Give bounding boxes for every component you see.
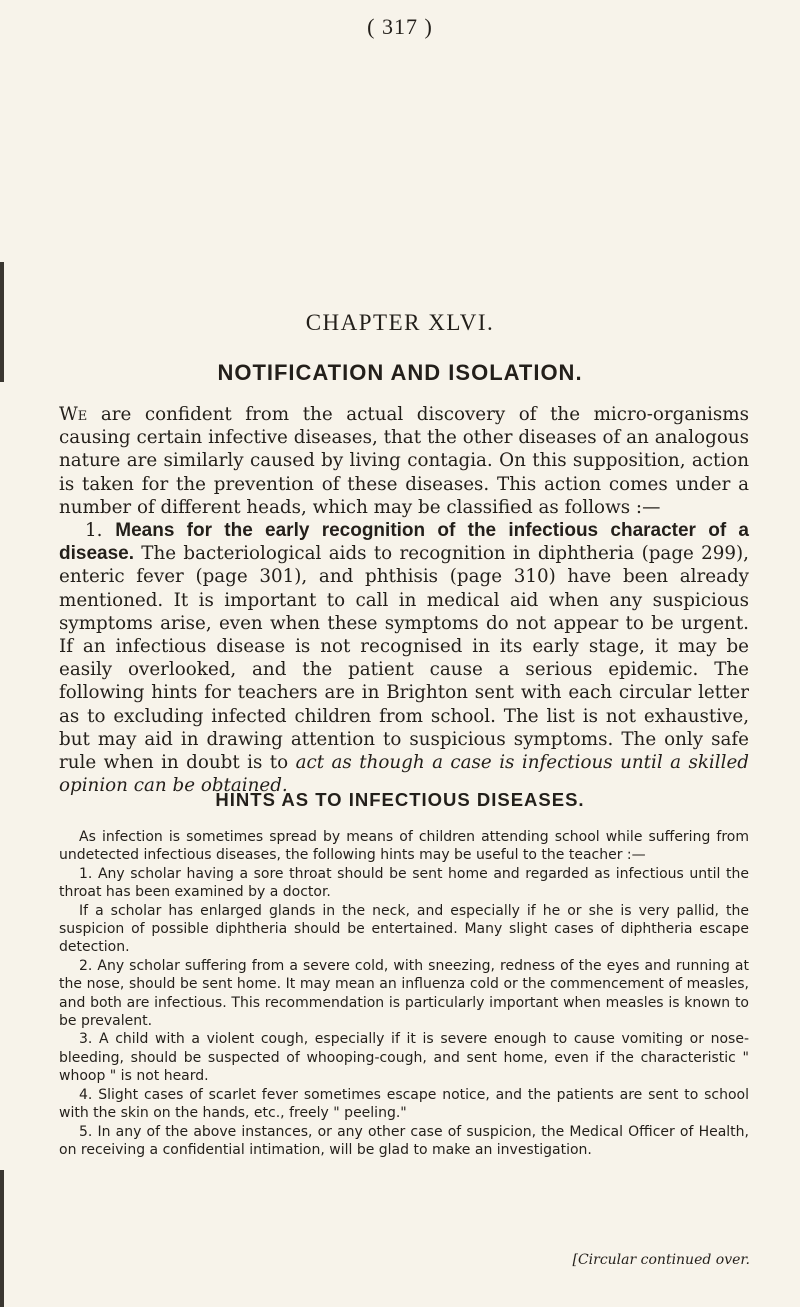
hints-paragraph: If a scholar has enlarged glands in the neck, and especially if he or she is very pallid, the suspicion of possible diphtheria should be entertained. Many slight cases of diphtheria escape detection.: [59, 902, 749, 956]
section-1-number: 1.: [85, 520, 103, 542]
hints-paragraph: 5. In any of the above instances, or any other case of suspicion, the Medical Officer of Health, on receiving a confidential intimation, will be glad to make an investigation.: [59, 1123, 749, 1158]
hints-paragraph: 3. A child with a violent cough, especially if it is severe enough to cause vomiting or nose-bleeding, should be suspected of whooping-cough, and sent home, even if the characteristic " whoop " is not heard.: [59, 1031, 749, 1085]
section-1-heading: Means for the early recognition of the infectious character of a disease.: [59, 520, 749, 565]
chapter-heading: CHAPTER XLVI.: [305, 310, 495, 335]
chapter-title: NOTIFICATION AND ISOLATION.: [217, 360, 583, 385]
intro-first-word: We: [59, 404, 88, 425]
section-1-text: The bacteriological aids to recognition in diphtheria (page 299), enteric fever (page 301), and phthisis (page 310) have been already mentioned. It is important to call in medical aid when any suspicious symptoms arise, even when these symptoms do not appear to be urgent. If an infectious disease is not recognised in its early stage, it may be easily overlooked, and the patient cause a serious epidemic. The following hints for teachers are in Brighton sent with each circular letter as to excluding infected children from school. The list is not exhaustive, but may aid in drawing attention to suspicious symptoms. The only safe rule when in doubt is to: [59, 543, 749, 774]
section-1-emphasis: act as though a case is infectious until a skilled opinion can be obtained.: [59, 752, 749, 797]
hints-list: [59, 828, 749, 1159]
hints-paragraph: 1. Any scholar having a sore throat should be sent home and regarded as infectious until the throat has been examined by a doctor.: [59, 865, 749, 901]
section-1-paragraph: [59, 519, 749, 797]
page-edge-shadow: [0, 1170, 4, 1307]
intro-paragraph: [59, 403, 749, 519]
hints-paragraph: As infection is sometimes spread by means of children attending school while suffering from undetected infectious diseases, the following hints may be useful to the teacher :—: [59, 829, 749, 864]
hints-title: HINTS AS TO INFECTIOUS DISEASES.: [215, 789, 585, 810]
page-number: ( 317 ): [367, 14, 433, 39]
intro-text: are confident from the actual discovery of the micro-organisms causing certain infective diseases, that the other diseases of an analogous nature are similarly caused by living contagia. On this supposition, action is taken for the prevention of these diseases. This action comes under a number of different heads, which may be classified as follows :—: [59, 404, 749, 518]
main-body: [59, 403, 749, 797]
hints-paragraph: 4. Slight cases of scarlet fever sometimes escape notice, and the patients are sent to school with the skin on the hands, etc., freely " peeling.": [59, 1086, 749, 1122]
hints-paragraph: 2. Any scholar suffering from a severe cold, with sneezing, redness of the eyes and running at the nose, should be sent home. It may mean an influenza cold or the commencement of measles, and both are infectious. This recommendation is particularly important when measles is known to be prevalent.: [59, 957, 749, 1030]
continuation-note: [Circular continued over.: [572, 1252, 750, 1268]
